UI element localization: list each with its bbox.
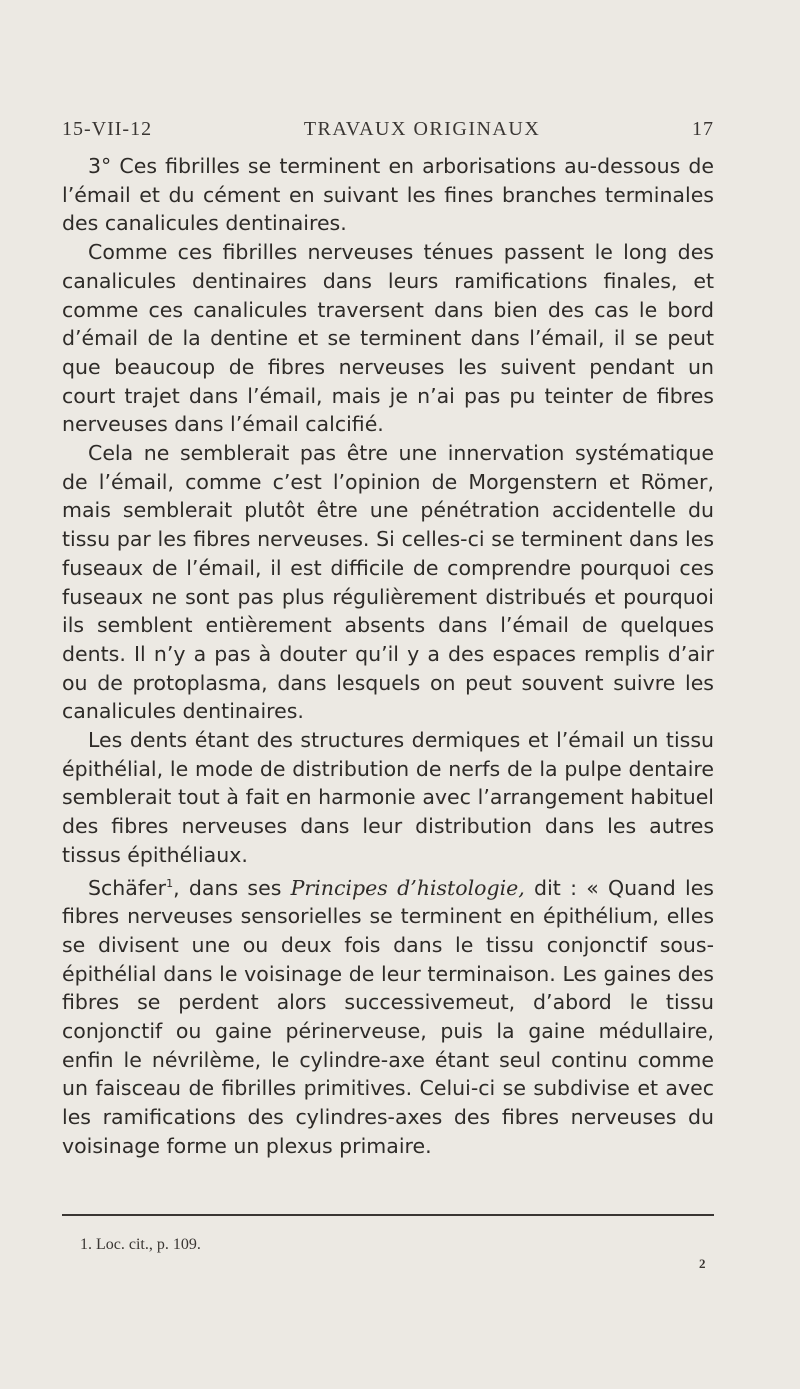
paragraph-2: Comme ces fibrilles nerveuses ténues passent le long des canalicules dentinaires dans leurs ramifications finales, et comme ces canalicules traversent dans bien des cas le bord d’émail de la dentine et se terminent dans l’émail, il se peut que beaucoup de fibres nerveuses les suivent pendant un court trajet dans l’émail, mais je n’ai pas pu teinter de fibres nerveuses dans l’émail calcifié. <box>62 240 714 437</box>
body-text <box>62 152 714 1160</box>
footnote: 1. Loc. cit., p. 109. <box>80 1236 201 1253</box>
paragraph-3: Cela ne semblerait pas être une innervation systématique de l’émail, comme c’est l’opinion de Morgenstern et Römer, mais semblerait plutôt être une pénétration accidentelle du tissu par les fibres nerveuses. Si celles-ci se terminent dans les fuseaux de l’émail, il est difficile de comprendre pourquoi ces fuseaux ne sont pas plus régulièrement distribués et pourquoi ils semblent entièrement absents dans l’émail de quelques dents. Il n’y a pas à douter qu’il y a des espaces remplis d’air ou de protoplasma, dans lesquels on peut souvent suivre les canalicules dentinaires. <box>62 441 714 724</box>
page-number: 17 <box>692 118 714 140</box>
running-header <box>62 118 714 141</box>
paragraph-5 <box>62 870 714 1161</box>
footnote-rule <box>62 1214 714 1216</box>
header-date: 15-VII-12 <box>62 118 153 140</box>
header-title: TRAVAUX ORIGINAUX <box>303 118 541 140</box>
book-title: Principes d’histologie, <box>290 875 525 900</box>
paragraph-1: 3° Ces fibrilles se terminent en arborisations au-dessous de l’émail et du cément en suivant les fines branches terminales des canalicules dentinaires. <box>62 154 714 236</box>
footnote-ref: 1 <box>166 876 174 890</box>
text-middle: , dans ses <box>173 875 291 900</box>
signature-mark: 2 <box>699 1256 706 1271</box>
paragraph-4: Les dents étant des structures dermiques et l’émail un tissu épithélial, le mode de distribution de nerfs de la pulpe dentaire semblerait tout à fait en harmonie avec l’arrangement habituel des fibres nerveuses dans leur distribution dans les autres tissus épithéliaux. <box>62 728 714 867</box>
quote-text: dit : « Quand les fibres nerveuses sensorielles se terminent en épithélium, elles se divisent une ou deux fois dans le tissu conjonctif sous-épithélial dans le voisinage de leur terminaison. Les gaines des fibres se perdent alors successivemeut, d’abord le tissu conjonctif ou gaine périnerveuse, puis la gaine médullaire, enfin le névrilème, le cylindre-axe étant seul continu comme un faisceau de fibrilles primitives. Celui-ci se subdivise et avec les ramifications des cylindres-axes des fibres nerveuses du voisinage forme un plexus primaire. <box>62 875 714 1158</box>
author-name: Schäfer <box>88 875 167 900</box>
